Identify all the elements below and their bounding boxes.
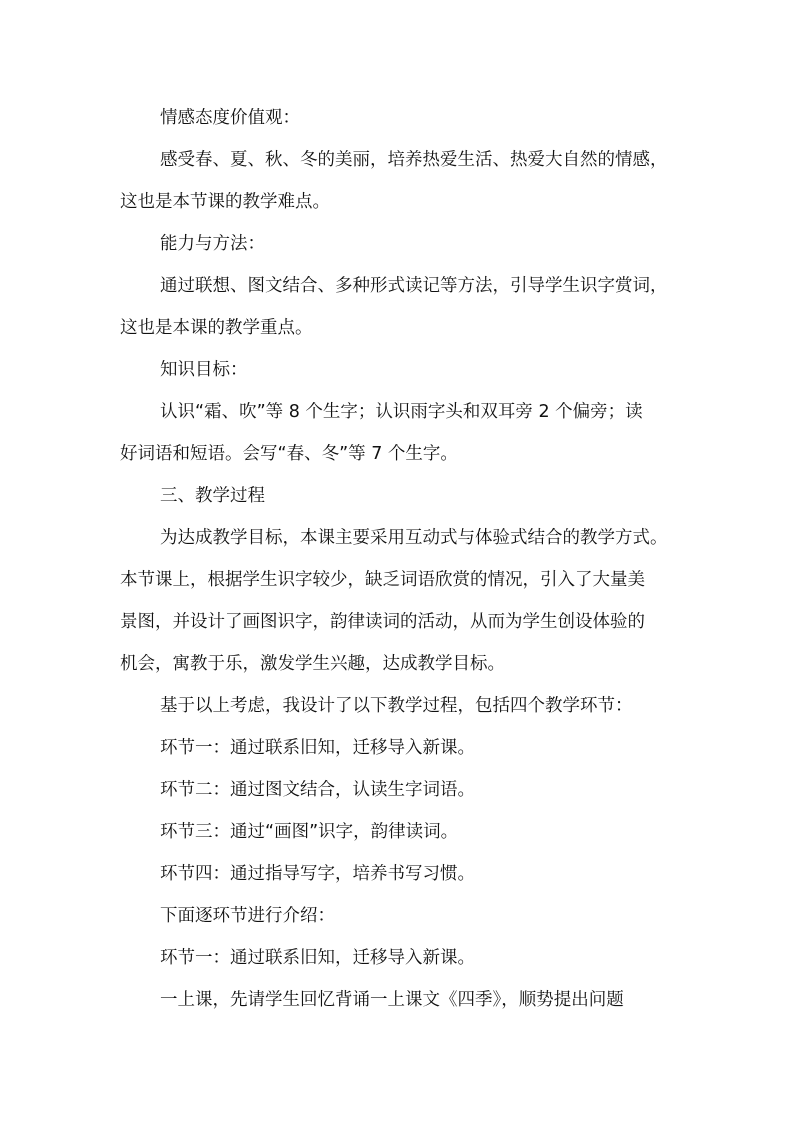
paragraph-line: 一上课，先请学生回忆背诵一上课文《四季》，顺势提出问题 [160,990,624,1010]
paragraph-line: 这也是本节课的教学难点。 [120,192,330,212]
step-four-line: 环节四：通过指导写字，培养书写习惯。 [160,864,475,884]
paragraph-line: 好词语和短语。会写“春、冬”等 7 个生字。 [120,444,458,464]
step-one-detail-heading: 环节一：通过联系旧知，迁移导入新课。 [160,948,475,968]
heading-affective-goals: 情感态度价值观： [160,108,300,128]
paragraph-line: 基于以上考虑，我设计了以下教学过程，包括四个教学环节： [160,696,633,716]
paragraph-line: 通过联想、图文结合、多种形式读记等方法，引导学生识字赏词， [160,276,668,296]
heading-knowledge-goals: 知识目标： [160,360,248,380]
heading-ability-methods: 能力与方法： [160,234,265,254]
paragraph-line: 认识“霜、吹”等 8 个生字；认识雨字头和双耳旁 2 个偏旁；读 [160,402,643,422]
paragraph-line: 景图，并设计了画图识字，韵律读词的活动，从而为学生创设体验的 [120,612,645,632]
step-two-line: 环节二：通过图文结合，认读生字词语。 [160,780,475,800]
paragraph-line: 为达成教学目标，本课主要采用互动式与体验式结合的教学方式。 [160,528,668,548]
paragraph-line: 本节课上，根据学生识字较少，缺乏词语欣赏的情况，引入了大量美 [120,570,645,590]
paragraph-line: 下面逐环节进行介绍： [160,906,335,926]
paragraph-line: 感受春、夏、秋、冬的美丽，培养热爱生活、热爱大自然的情感， [160,150,668,170]
paragraph-line: 机会，寓教于乐，激发学生兴趣，达成教学目标。 [120,654,505,674]
step-three-line: 环节三：通过“画图”识字，韵律读词。 [160,822,459,842]
step-one-line: 环节一：通过联系旧知，迁移导入新课。 [160,738,475,758]
section-heading-teaching-process: 三、教学过程 [160,486,265,506]
paragraph-line: 这也是本课的教学重点。 [120,318,313,338]
